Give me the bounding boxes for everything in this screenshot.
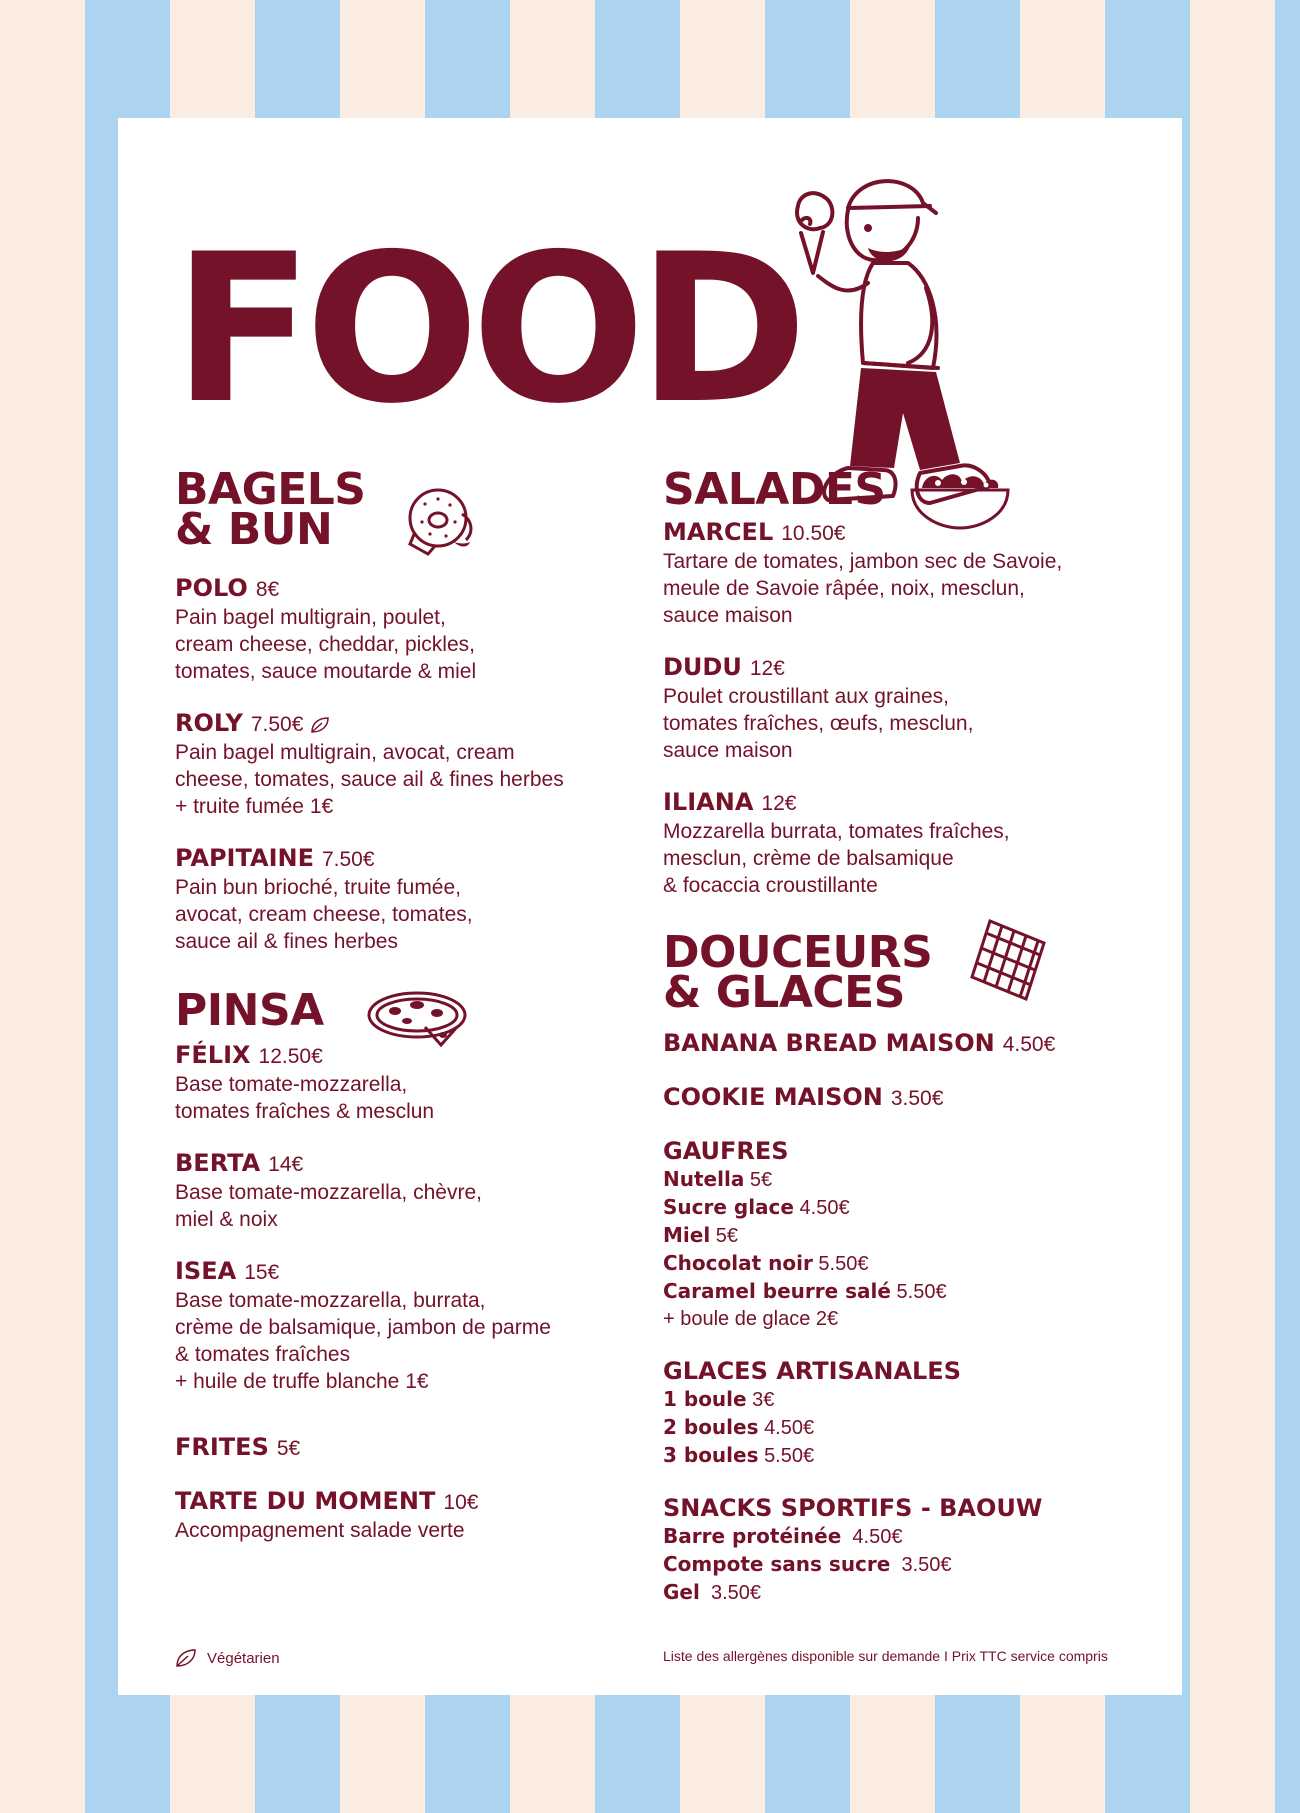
list-item: 2 boules 4.50€: [663, 1415, 815, 1439]
item-price: 4.50€: [1002, 1033, 1056, 1056]
pinsa-title: PINSA: [175, 985, 324, 1036]
menu-item: [175, 844, 615, 955]
item-name: ROLY: [175, 709, 243, 737]
item-name: MARCEL: [663, 518, 774, 546]
item-price: 12€: [749, 657, 785, 680]
leaf-icon: [310, 716, 330, 734]
list-item: Sucre glace 4.50€: [663, 1195, 850, 1219]
waffle-icon: [968, 915, 1048, 1005]
snacks-group: [663, 1494, 1143, 1607]
pinsa-section-header: [175, 985, 615, 1036]
menu-item: [175, 709, 615, 820]
list-item: Nutella 5€: [663, 1167, 773, 1191]
pizza-icon: [365, 987, 469, 1049]
list-item: Miel 5€: [663, 1223, 738, 1247]
item-name: DUDU: [663, 653, 742, 681]
item-name: GAUFRES: [663, 1137, 789, 1165]
list-item: Compote sans sucre 3.50€: [663, 1552, 952, 1576]
item-name: GLACES ARTISANALES: [663, 1357, 961, 1385]
list-item-extra: + boule de glace 2€: [663, 1308, 839, 1330]
douceurs-title-line2: & GLACES: [663, 967, 905, 1018]
leaf-icon: [175, 1648, 197, 1668]
item-name: BANANA BREAD MAISON: [663, 1029, 995, 1057]
vegetarian-label: Végétarien: [207, 1649, 280, 1667]
item-price: 15€: [244, 1261, 280, 1284]
menu-item: [175, 1257, 615, 1395]
list-item: 3 boules 5.50€: [663, 1443, 815, 1467]
bagels-title-line1: BAGELS: [175, 464, 366, 515]
item-description: Base tomate-mozzarella, burrata, crème de balsamique, jambon de parme & tomates fraîches + huile de truffe blanche 1€: [175, 1289, 551, 1393]
left-column: [175, 464, 615, 1568]
bagel-icon: [400, 482, 482, 556]
list-item: Barre protéinée 4.50€: [663, 1524, 903, 1548]
item-name: SNACKS SPORTIFS - BAOUW: [663, 1494, 1043, 1522]
item-name: PAPITAINE: [175, 844, 314, 872]
menu-item: [175, 574, 615, 685]
item-description: Accompagnement salade verte: [175, 1519, 465, 1542]
item-name: BERTA: [175, 1149, 261, 1177]
item-description: Pain bun brioché, truite fumée, avocat, cream cheese, tomates, sauce ail & fines herbes: [175, 876, 473, 953]
salades-section-header: [663, 464, 1143, 515]
right-column: [663, 464, 1143, 1631]
menu-item: [175, 1487, 615, 1544]
list-item: Caramel beurre salé 5.50€: [663, 1279, 947, 1303]
salades-title: SALADES: [663, 464, 886, 515]
page-title: FOOD: [173, 211, 800, 449]
item-name: FÉLIX: [175, 1041, 251, 1069]
list-item: Gel 3.50€: [663, 1580, 762, 1604]
list-item: 1 boule 3€: [663, 1387, 775, 1411]
vegetarian-legend: [175, 1648, 280, 1668]
item-price: 10.50€: [781, 522, 846, 545]
douceurs-title-line1: DOUCEURS: [663, 927, 933, 978]
gaufres-list: [663, 1166, 1143, 1333]
item-price: 3.50€: [890, 1087, 944, 1110]
bagels-section-header: [175, 464, 615, 555]
item-price: 7.50€: [321, 848, 375, 871]
item-price: 5€: [276, 1437, 301, 1460]
item-price: 8€: [255, 578, 280, 601]
bagels-title-line2: & BUN: [175, 504, 333, 555]
item-name: ILIANA: [663, 788, 754, 816]
item-name: COOKIE MAISON: [663, 1083, 883, 1111]
item-name: POLO: [175, 574, 248, 602]
menu-item: [663, 1083, 1143, 1113]
item-name: TARTE DU MOMENT: [175, 1487, 436, 1515]
item-description: Tartare de tomates, jambon sec de Savoie, meule de Savoie râpée, noix, mesclun, sauce maison: [663, 550, 1063, 627]
item-description: Pain bagel multigrain, avocat, cream cheese, tomates, sauce ail & fines herbes + truite fumée 1€: [175, 741, 564, 818]
glaces-group: [663, 1357, 1143, 1470]
menu-item: [663, 1029, 1143, 1059]
item-description: Pain bagel multigrain, poulet, cream cheese, cheddar, pickles, tomates, sauce moutarde & miel: [175, 606, 477, 683]
item-description: Base tomate-mozzarella, chèvre, miel & noix: [175, 1181, 482, 1231]
item-description: Base tomate-mozzarella, tomates fraîches & mesclun: [175, 1073, 435, 1123]
douceurs-section-header: [663, 927, 1143, 1018]
item-price: 10€: [443, 1491, 479, 1514]
item-price: 7.50€: [250, 713, 304, 736]
menu-item: [175, 1149, 615, 1233]
menu-item: [663, 653, 1143, 764]
menu-item: [175, 1433, 615, 1463]
item-name: FRITES: [175, 1433, 269, 1461]
item-price: 14€: [268, 1153, 304, 1176]
glaces-list: [663, 1386, 1143, 1470]
menu-card: [118, 118, 1182, 1695]
list-item: Chocolat noir 5.50€: [663, 1251, 869, 1275]
item-price: 12€: [761, 792, 797, 815]
snacks-list: [663, 1523, 1143, 1607]
salad-bowl-icon: [908, 466, 1012, 532]
gaufres-group: [663, 1137, 1143, 1333]
item-description: Mozzarella burrata, tomates fraîches, mesclun, crème de balsamique & focaccia croustillante: [663, 820, 1010, 897]
menu-item: [663, 788, 1143, 899]
menu-item: [175, 1041, 615, 1125]
allergen-note: Liste des allergènes disponible sur demande I Prix TTC service compris: [663, 1648, 1108, 1664]
item-name: ISEA: [175, 1257, 237, 1285]
item-price: 12.50€: [258, 1045, 323, 1068]
menu-item: [663, 518, 1143, 629]
item-description: Poulet croustillant aux graines, tomates fraîches, œufs, mesclun, sauce maison: [663, 685, 974, 762]
